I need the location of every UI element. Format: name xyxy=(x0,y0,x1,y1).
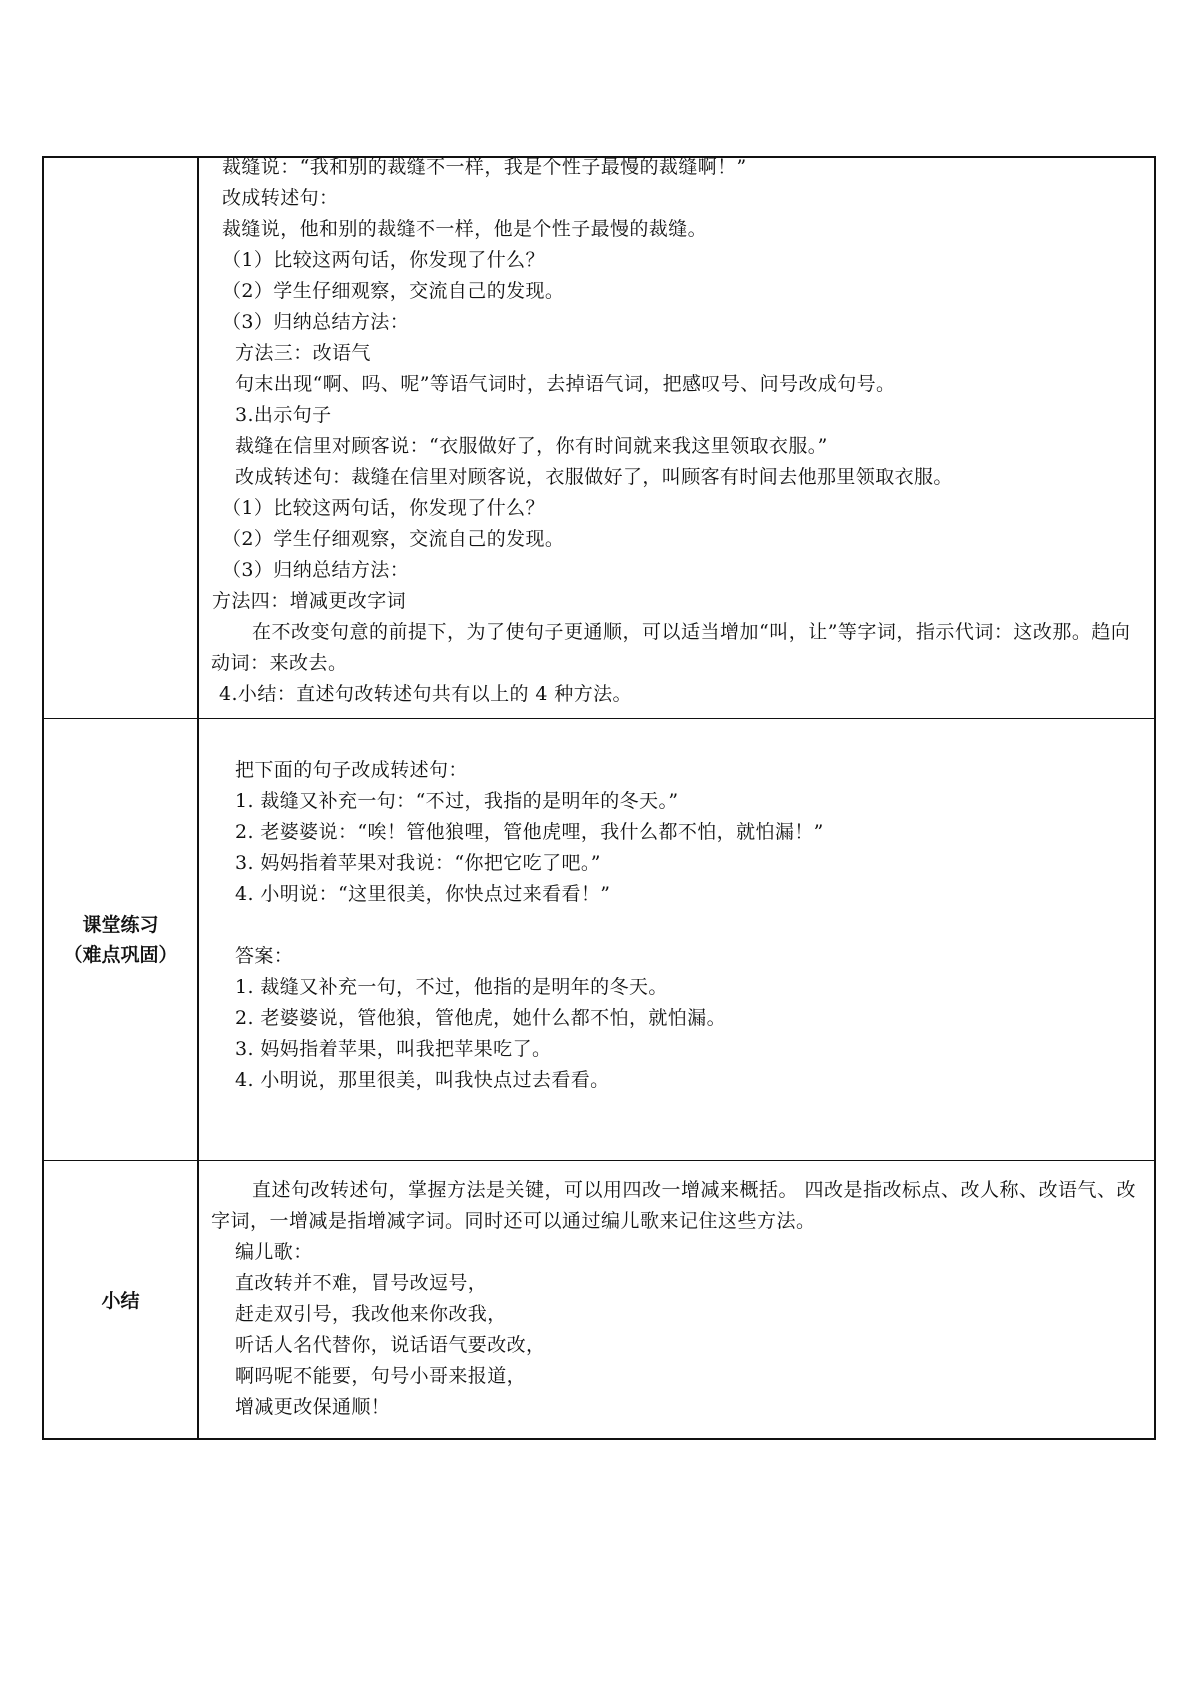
text-line: 改成转述句： xyxy=(222,187,339,209)
text-line: （1）比较这两句话，你发现了什么？ xyxy=(222,497,545,519)
text-paragraph: 在不改变句意的前提下，为了使句子更通顺，可以适当增加“叫，让”等字词，指示代词：这改那。趋向动词：来改去。 xyxy=(211,621,1131,674)
rhyme-line: 直改转并不难，冒号改逗号， xyxy=(235,1272,488,1294)
text-line: 句末出现“啊、吗、呢”等语气词时，去掉语气词，把感叹号、问号改成句号。 xyxy=(235,373,896,395)
text-line: 裁缝在信里对顾客说：“衣服做好了，你有时间就来我这里领取衣服。” xyxy=(235,435,828,457)
teaching-process-row xyxy=(44,158,1154,719)
text-line: 裁缝说：“我和别的裁缝不一样，我是个性子最慢的裁缝啊！” xyxy=(222,156,747,178)
text-line: （3）归纳总结方法： xyxy=(222,559,410,581)
teaching-process-content xyxy=(201,158,1154,718)
summary-label-cell xyxy=(44,1161,199,1440)
rhyme-heading: 编儿歌： xyxy=(235,1241,313,1263)
answer-item: 2. 老婆婆说，管他狼，管他虎，她什么都不怕，就怕漏。 xyxy=(235,1007,726,1029)
classroom-practice-label: 课堂练习 xyxy=(82,913,159,936)
step-heading: 3.出示句子 xyxy=(235,404,332,426)
text-line: 改成转述句：裁缝在信里对顾客说，衣服做好了，叫顾客有时间去他那里领取衣服。 xyxy=(235,466,953,488)
step-heading: 4.小结：直述句改转述句共有以上的 4 种方法。 xyxy=(219,683,632,705)
rhyme-line: 赶走双引号，我改他来你改我， xyxy=(235,1303,507,1325)
summary-row xyxy=(44,1161,1154,1440)
classroom-practice-sublabel: （难点巩固） xyxy=(63,943,178,966)
text-line: （3）归纳总结方法： xyxy=(222,311,410,333)
answer-item: 1. 裁缝又补充一句，不过，他指的是明年的冬天。 xyxy=(235,976,668,998)
classroom-practice-label-cell xyxy=(44,719,199,1160)
rhyme-line: 增减更改保通顺！ xyxy=(235,1396,391,1418)
rhyme-line: 啊吗呢不能要，句号小哥来报道， xyxy=(235,1365,527,1387)
text-line: （2）学生仔细观察，交流自己的发现。 xyxy=(222,528,565,550)
summary-paragraph: 直述句改转述句，掌握方法是关键，可以用四改一增减来概括。 四改是指改标点、改人称、改语气、改字词，一增减是指增减字词。同时还可以通过编儿歌来记住这些方法。 xyxy=(211,1179,1137,1232)
method-heading: 方法四：增减更改字词 xyxy=(212,590,407,612)
exercise-instruction: 把下面的句子改成转述句： xyxy=(235,759,468,781)
summary-label: 小结 xyxy=(101,1289,140,1312)
method-heading: 方法三：改语气 xyxy=(235,342,371,364)
rhyme-line: 听话人名代替你，说话语气要改改， xyxy=(235,1334,546,1356)
classroom-practice-content xyxy=(201,719,1154,1160)
classroom-practice-row xyxy=(44,719,1154,1161)
answer-heading: 答案： xyxy=(235,945,294,967)
exercise-item: 2. 老婆婆说：“唉！管他狼哩，管他虎哩，我什么都不怕，就怕漏！” xyxy=(235,821,824,843)
summary-content xyxy=(201,1161,1154,1440)
exercise-item: 1. 裁缝又补充一句：“不过，我指的是明年的冬天。” xyxy=(235,790,679,812)
exercise-item: 3. 妈妈指着苹果对我说：“你把它吃了吧。” xyxy=(235,852,601,874)
text-line: （2）学生仔细观察，交流自己的发现。 xyxy=(222,280,565,302)
text-line: （1）比较这两句话，你发现了什么？ xyxy=(222,249,545,271)
lesson-plan-table xyxy=(42,156,1156,1440)
exercise-item: 4. 小明说：“这里很美，你快点过来看看！” xyxy=(235,883,611,905)
answer-item: 3. 妈妈指着苹果，叫我把苹果吃了。 xyxy=(235,1038,552,1060)
teaching-process-label-cell xyxy=(44,158,199,718)
answer-item: 4. 小明说，那里很美，叫我快点过去看看。 xyxy=(235,1069,610,1091)
text-line: 裁缝说，他和别的裁缝不一样，他是个性子最慢的裁缝。 xyxy=(222,218,708,240)
